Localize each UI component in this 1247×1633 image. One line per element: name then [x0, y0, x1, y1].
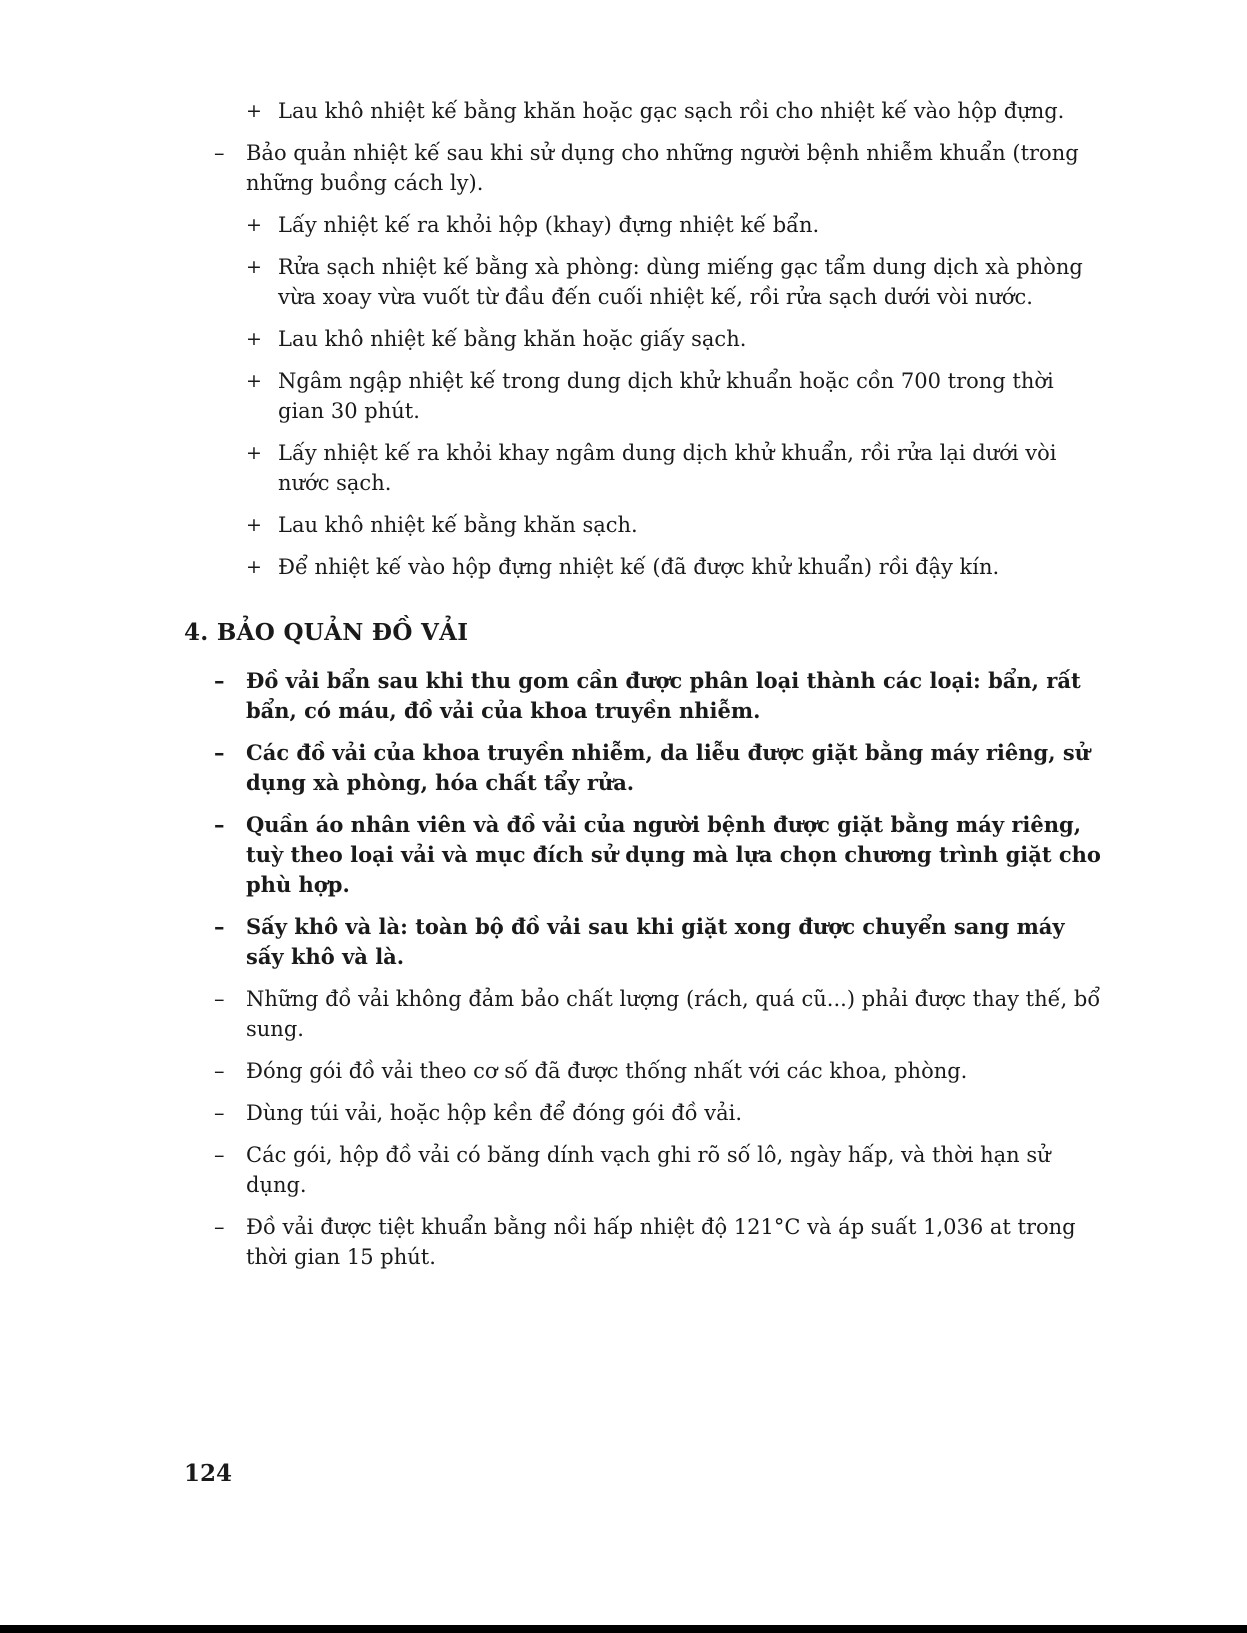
list-item-text: Dùng túi vải, hoặc hộp kền để đóng gói đồ vải.	[246, 1101, 743, 1125]
list-item	[0, 912, 1106, 972]
list-item-text: Rửa sạch nhiệt kế bằng xà phòng: dùng miếng gạc tẩm dung dịch xà phòng vừa xoay vừa vuốt từ đầu đến cuối nhiệt kế, rồi rửa sạch dưới vòi nước.	[278, 255, 1083, 309]
list-item-text: Lau khô nhiệt kế bằng khăn sạch.	[278, 513, 638, 537]
list-item-text: Lau khô nhiệt kế bằng khăn hoặc giấy sạch.	[278, 327, 747, 351]
sub-list-item	[0, 210, 1106, 240]
page-number: 124	[184, 1460, 233, 1487]
dash-bullet: –	[214, 740, 225, 765]
plus-bullet: +	[246, 214, 262, 236]
page-content	[0, 96, 1247, 1284]
sub-list-item	[0, 366, 1106, 426]
list-item-text: Lấy nhiệt kế ra khỏi khay ngâm dung dịch khử khuẩn, rồi rửa lại dưới vòi nước sạch.	[278, 441, 1057, 495]
plus-bullet: +	[246, 370, 262, 392]
list-item-text: Các gói, hộp đồ vải có băng dính vạch ghi rõ số lô, ngày hấp, và thời hạn sử dụng.	[246, 1143, 1051, 1197]
list-item-text: Đồ vải bẩn sau khi thu gom cần được phân loại thành các loại: bẩn, rất bẩn, có máu, đồ vải của khoa truyền nhiễm.	[246, 668, 1081, 723]
list-item-text: Những đồ vải không đảm bảo chất lượng (rách, quá cũ...) phải được thay thế, bổ sung.	[246, 987, 1101, 1041]
page-bottom-edge	[0, 1625, 1247, 1633]
list-item	[0, 984, 1106, 1044]
list-item	[0, 1098, 1106, 1128]
list-item	[0, 1056, 1106, 1086]
list-item-text: Sấy khô và là: toàn bộ đồ vải sau khi giặt xong được chuyển sang máy sấy khô và là.	[246, 914, 1065, 969]
section-heading: 4. BẢO QUẢN ĐỒ VẢI	[184, 619, 469, 646]
list-item-text: Để nhiệt kế vào hộp đựng nhiệt kế (đã được khử khuẩn) rồi đậy kín.	[278, 555, 1000, 579]
list-item-text: Ngâm ngập nhiệt kế trong dung dịch khử khuẩn hoặc cồn 700 trong thời gian 30 phút.	[278, 369, 1054, 423]
dash-bullet: –	[214, 1143, 225, 1167]
dash-bullet: –	[214, 987, 225, 1011]
list-item-text: Đồ vải được tiệt khuẩn bằng nồi hấp nhiệt độ 121°C và áp suất 1,036 at trong thời gian 15 phút.	[246, 1215, 1076, 1269]
list-item	[0, 1212, 1106, 1272]
dash-bullet: –	[214, 1101, 225, 1125]
sub-list-item	[0, 552, 1106, 582]
list-item	[0, 138, 1106, 198]
sub-list-item	[0, 96, 1106, 126]
dash-bullet: –	[214, 668, 225, 693]
dash-bullet: –	[214, 141, 225, 165]
list-item-text: Bảo quản nhiệt kế sau khi sử dụng cho những người bệnh nhiễm khuẩn (trong những buồng cách ly).	[246, 141, 1079, 195]
plus-bullet: +	[246, 442, 262, 464]
list-item-text: Lau khô nhiệt kế bằng khăn hoặc gạc sạch rồi cho nhiệt kế vào hộp đựng.	[278, 99, 1065, 123]
sub-list-item	[0, 252, 1106, 312]
sub-list-item	[0, 438, 1106, 498]
plus-bullet: +	[246, 256, 262, 278]
plus-bullet: +	[246, 328, 262, 350]
list-item-text: Các đồ vải của khoa truyền nhiễm, da liễu được giặt bằng máy riêng, sử dụng xà phòng, hóa chất tẩy rửa.	[246, 740, 1090, 795]
plus-bullet: +	[246, 556, 262, 578]
thermometer-care-list	[0, 96, 1247, 582]
dash-bullet: –	[214, 812, 225, 837]
list-item-text: Lấy nhiệt kế ra khỏi hộp (khay) đựng nhiệt kế bẩn.	[278, 213, 820, 237]
list-item-text: Đóng gói đồ vải theo cơ số đã được thống nhất với các khoa, phòng.	[246, 1059, 968, 1083]
plus-bullet: +	[246, 514, 262, 536]
sub-list-item	[0, 324, 1106, 354]
list-item	[0, 810, 1106, 900]
list-item	[0, 666, 1106, 726]
dash-bullet: –	[214, 914, 225, 939]
list-item	[0, 738, 1106, 798]
list-item-text: Quần áo nhân viên và đồ vải của người bệnh được giặt bằng máy riêng, tuỳ theo loại vải và mục đích sử dụng mà lựa chọn chương trình giặt cho phù hợp.	[246, 812, 1101, 897]
linen-care-list	[0, 666, 1247, 1272]
dash-bullet: –	[214, 1215, 225, 1239]
plus-bullet: +	[246, 100, 262, 122]
sub-list-item	[0, 510, 1106, 540]
list-item	[0, 1140, 1106, 1200]
dash-bullet: –	[214, 1059, 225, 1083]
